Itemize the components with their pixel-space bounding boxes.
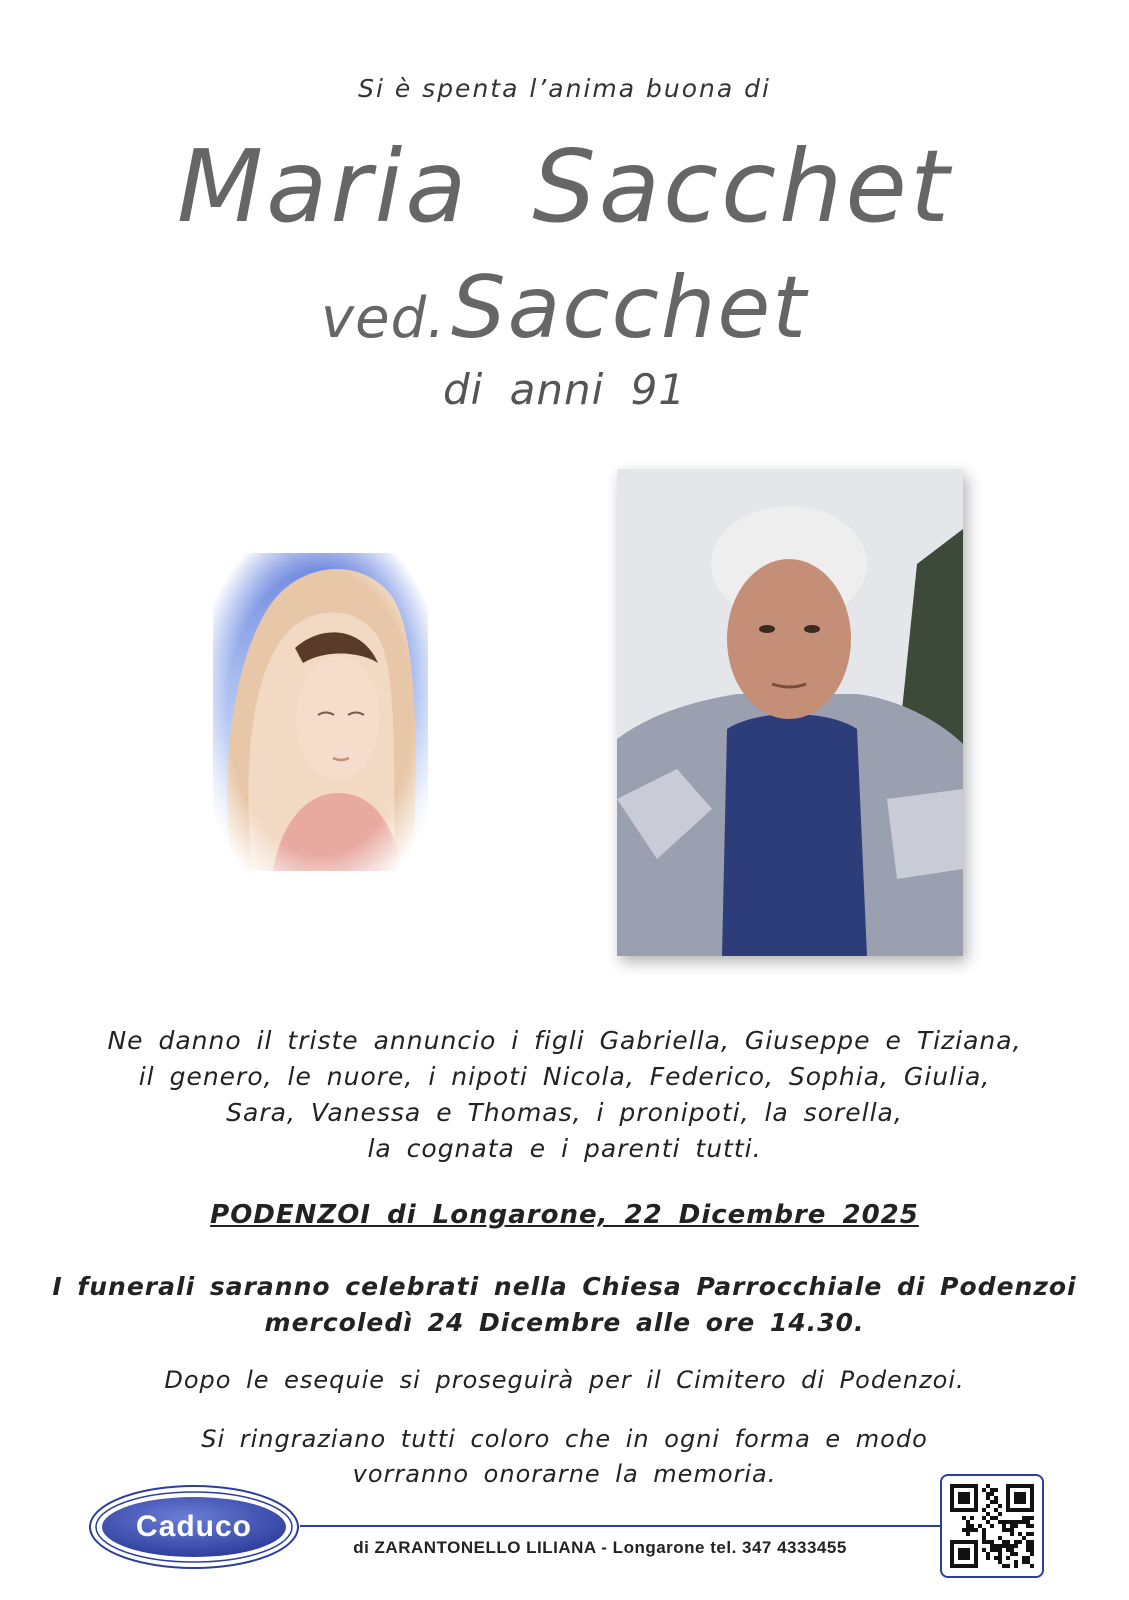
funeral-line: mercoledì 24 Dicembre alle ore 14.30. bbox=[264, 1308, 865, 1337]
funeral-line: I funerali saranno celebrati nella Chiesa Parrocchiale di Podenzoi bbox=[52, 1272, 1077, 1301]
announcement-line: Ne danno il triste annuncio i figli Gabriella, Giuseppe e Tiziana, bbox=[107, 1026, 1022, 1055]
qr-code-icon bbox=[940, 1474, 1044, 1578]
thanks-line: vorranno onorarne la memoria. bbox=[352, 1460, 777, 1488]
ved-prefix: ved. bbox=[320, 286, 446, 351]
maiden-name: Sacchet bbox=[451, 258, 809, 358]
age-line: di anni 91 bbox=[442, 365, 687, 414]
thanks-line: Si ringraziano tutti coloro che in ogni forma e modo bbox=[201, 1425, 928, 1453]
after-service-text: Dopo le esequie si proseguirà per il Cimitero di Podenzoi. bbox=[164, 1366, 965, 1394]
deceased-name: Maria Sacchet bbox=[176, 128, 953, 245]
qr-code-pattern bbox=[942, 1476, 1042, 1576]
caduco-logo bbox=[86, 1482, 302, 1572]
announcement-line: la cognata e i parenti tutti. bbox=[367, 1134, 762, 1163]
place-date: PODENZOI di Longarone, 22 Dicembre 2025 bbox=[210, 1200, 919, 1230]
madonna-illustration bbox=[213, 553, 428, 871]
deceased-photo bbox=[617, 469, 963, 956]
footer-divider bbox=[300, 1525, 940, 1527]
announcement-text bbox=[0, 1023, 1129, 1167]
announcement-line: il genero, le nuore, i nipoti Nicola, Federico, Sophia, Giulia, bbox=[138, 1062, 991, 1091]
footer-contact: di ZARANTONELLO LILIANA - Longarone tel. 347 4333455 bbox=[353, 1538, 847, 1557]
maiden-name-line bbox=[0, 258, 1129, 358]
funeral-info bbox=[0, 1269, 1129, 1341]
intro-text: Si è spenta l’anima buona di bbox=[358, 74, 771, 103]
announcement-line: Sara, Vanessa e Thomas, i pronipoti, la sorella, bbox=[226, 1098, 903, 1127]
madonna-image bbox=[213, 553, 428, 871]
portrait-illustration bbox=[617, 469, 963, 956]
logo-text: Caduco bbox=[135, 1510, 252, 1543]
